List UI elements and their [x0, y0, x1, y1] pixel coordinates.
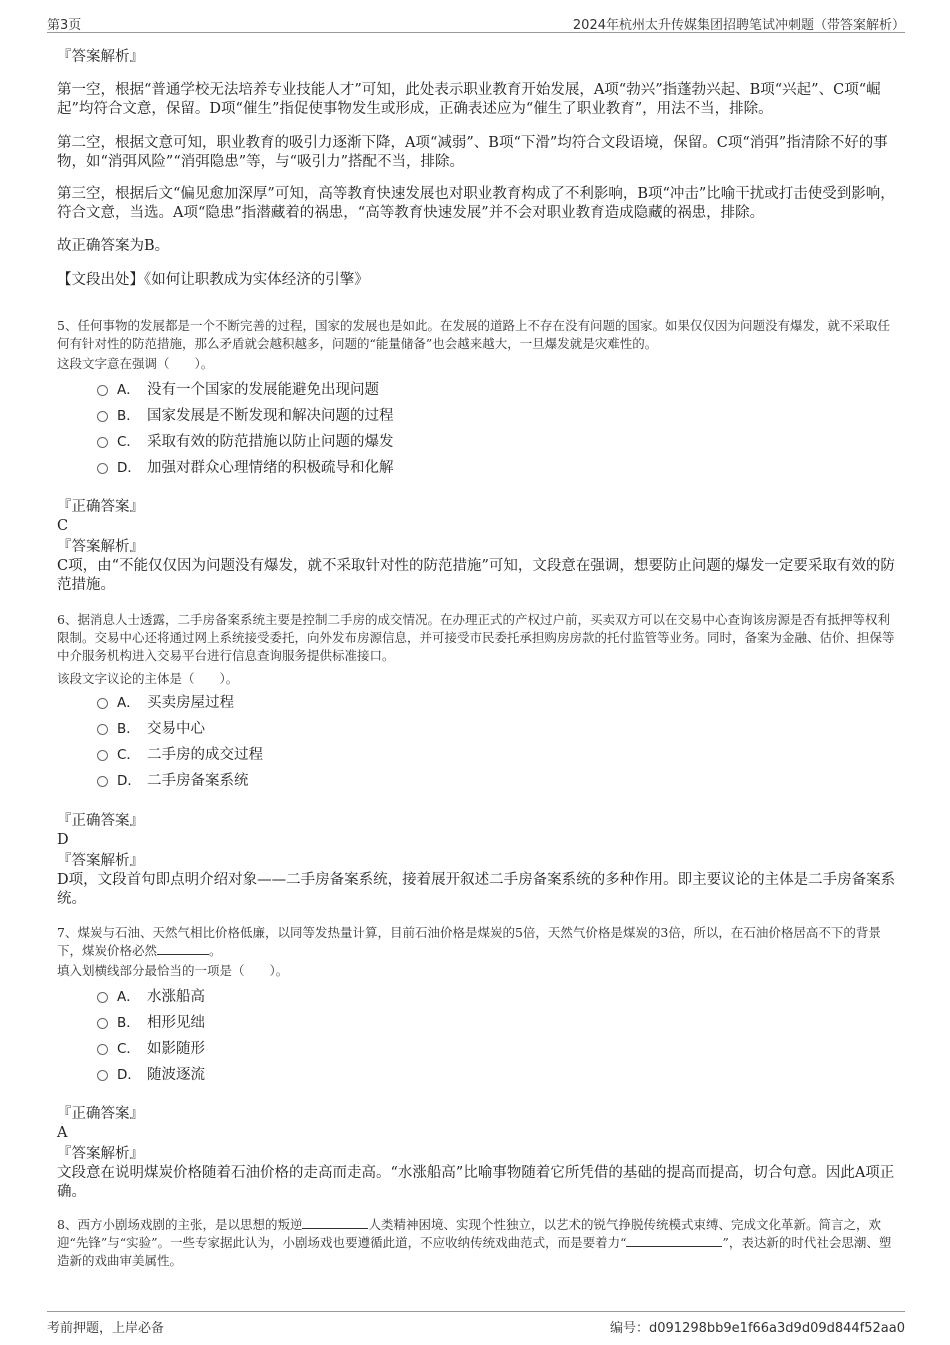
- q5-option-b[interactable]: B． 国家发展是不断发现和解决问题的过程: [97, 401, 597, 427]
- q4-analysis-p1: 第一空，根据“普通学校无法培养专业技能人才”可知，此处表示职业教育开始发展，A项“勃兴”指蓬勃兴起、B项“兴起”、C项“崛起”均符合文意，保留。D项“催生”指促使事物发生或形成，正确表述应为“催生了职业教育”，用法不当，排除。: [57, 82, 881, 117]
- radio-icon[interactable]: [97, 698, 108, 709]
- q7-option-a[interactable]: A． 水涨船高: [97, 982, 597, 1008]
- footer-slogan: 考前押题，上岸必备: [47, 1321, 165, 1336]
- q5-analysis-title: 『答案解析』: [57, 539, 144, 555]
- q5-option-c[interactable]: C． 采取有效的防范措施以防止问题的爆发: [97, 427, 597, 453]
- page-footer: [47, 1311, 905, 1334]
- q6-answer-title: 『正确答案』: [57, 813, 144, 829]
- page-header: [47, 12, 905, 33]
- q7-option-c[interactable]: C． 如影随形: [97, 1034, 597, 1060]
- q6-prompt: 该段文字议论的主体是（ ）。: [57, 671, 239, 686]
- radio-icon[interactable]: [97, 992, 108, 1003]
- document-title: 2024年杭州太升传媒集团招聘笔试冲刺题（带答案解析）: [572, 18, 905, 33]
- q8-stem: 8、西方小剧场戏剧的主张，是以思想的叛逆 人类精神困境、实现个性独立，以艺术的锐气挣脱传统模式束缚、完成文化革新。简言之，欢迎“先锋”与“实验”。一些专家据此认为，小剧场戏也要遵循此道，不应收纳传统戏曲范式，而是要着力“ ”，表达新的时代社会思潮、塑造新的戏曲审美属性。: [57, 1217, 892, 1268]
- q6-stem: 6、据消息人士透露，二手房备案系统主要是控制二手房的成交情况。在办理正式的产权过户前，买卖双方可以在交易中心查询该房源是否有抵押等权利限制。交易中心还将通过网上系统接受委托，向外发布房源信息，并可接受市民委托承担购房房款的托付监管等业务。同时，备案为金融、估价、担保等中介服务机构进入交易平台进行信息查询服务提供标准接口。: [57, 612, 895, 663]
- q5-prompt: 这段文字意在强调（ ）。: [57, 356, 214, 371]
- q7-analysis: 文段意在说明煤炭价格随着石油价格的走高而走高。“水涨船高”比喻事物随着它所凭借的基础的提高而提高，切合句意。因此A项正确。: [57, 1165, 895, 1200]
- q7-option-d[interactable]: D． 随波逐流: [97, 1060, 597, 1086]
- radio-icon[interactable]: [97, 1070, 108, 1081]
- q5-option-a[interactable]: A． 没有一个国家的发展能避免出现问题: [97, 375, 597, 401]
- q6-answer: D: [57, 832, 69, 848]
- q7-answer: A: [57, 1125, 68, 1141]
- radio-icon[interactable]: [97, 1018, 108, 1029]
- radio-icon[interactable]: [97, 776, 108, 787]
- q6-option-d[interactable]: D． 二手房备案系统: [97, 766, 597, 792]
- q5-options: [97, 375, 597, 479]
- radio-icon[interactable]: [97, 411, 108, 422]
- q5-stem: 5、任何事物的发展都是一个不断完善的过程，国家的发展也是如此。在发展的道路上不存在没有问题的国家。如果仅仅因为问题没有爆发，就不采取任何有针对性的防范措施，那么矛盾就会越积越多，问题的“能量储备”也会越来越大，一旦爆发就是灾难性的。: [57, 318, 890, 351]
- q7-stem: 7、煤炭与石油、天然气相比价格低廉，以同等发热量计算，目前石油价格是煤炭的5倍，天然气价格是煤炭的3倍，所以，在石油价格居高不下的背景下，煤炭价格必然 。: [57, 925, 881, 958]
- q4-analysis-p3: 第三空，根据后文“偏见愈加深厚”可知，高等教育快速发展也对职业教育构成了不利影响，B项“冲击”比喻干扰或打击使受到影响，符合文意，当选。A项“隐患”指潜藏着的祸患，“高等教育快速发展”并不会对职业教育造成隐藏的祸患，排除。: [57, 186, 895, 221]
- radio-icon[interactable]: [97, 724, 108, 735]
- page-number: 第3页: [47, 18, 82, 33]
- q5-option-d[interactable]: D． 加强对群众心理情绪的积极疏导和化解: [97, 453, 597, 479]
- q6-analysis-title: 『答案解析』: [57, 853, 144, 869]
- document-id: 编号：d091298bb9e1f66a3d9d09d844f52aa0: [610, 1321, 905, 1336]
- q4-analysis-p2: 第二空，根据文意可知，职业教育的吸引力逐渐下降，A项“减弱”、B项“下滑”均符合文段语境，保留。C项“消弭”指清除不好的事物，如“消弭风险”“消弭隐患”等，与“吸引力”搭配不当，排除。: [57, 135, 888, 170]
- q5-analysis: C项，由“不能仅仅因为问题没有爆发，就不采取针对性的防范措施”可知，文段意在强调，想要防止问题的爆发一定要采取有效的防范措施。: [57, 558, 895, 593]
- q7-option-b[interactable]: B． 相形见绌: [97, 1008, 597, 1034]
- q6-analysis: D项，文段首句即点明介绍对象——二手房备案系统，接着展开叙述二手房备案系统的多种作用。即主要议论的主体是二手房备案系统。: [57, 872, 896, 907]
- q6-option-c[interactable]: C． 二手房的成交过程: [97, 740, 597, 766]
- q4-source: 【文段出处】《如何让职教成为实体经济的引擎》: [57, 272, 369, 288]
- fill-blank: [157, 942, 209, 955]
- q6-option-b[interactable]: B． 交易中心: [97, 714, 597, 740]
- q5-answer: C: [57, 518, 69, 534]
- q4-analysis-title: 『答案解析』: [57, 49, 144, 65]
- q7-prompt: 填入划横线部分最恰当的一项是（ ）。: [57, 963, 289, 978]
- q7-answer-title: 『正确答案』: [57, 1106, 144, 1122]
- q5-answer-title: 『正确答案』: [57, 499, 144, 515]
- fill-blank: [302, 1216, 368, 1229]
- radio-icon[interactable]: [97, 750, 108, 761]
- q6-option-a[interactable]: A． 买卖房屋过程: [97, 688, 597, 714]
- radio-icon[interactable]: [97, 385, 108, 396]
- q7-analysis-title: 『答案解析』: [57, 1146, 144, 1162]
- q4-conclusion: 故正确答案为B。: [57, 238, 170, 254]
- q6-options: [97, 688, 597, 792]
- radio-icon[interactable]: [97, 1044, 108, 1055]
- radio-icon[interactable]: [97, 463, 108, 474]
- q7-options: [97, 982, 597, 1086]
- fill-blank: [626, 1234, 722, 1247]
- radio-icon[interactable]: [97, 437, 108, 448]
